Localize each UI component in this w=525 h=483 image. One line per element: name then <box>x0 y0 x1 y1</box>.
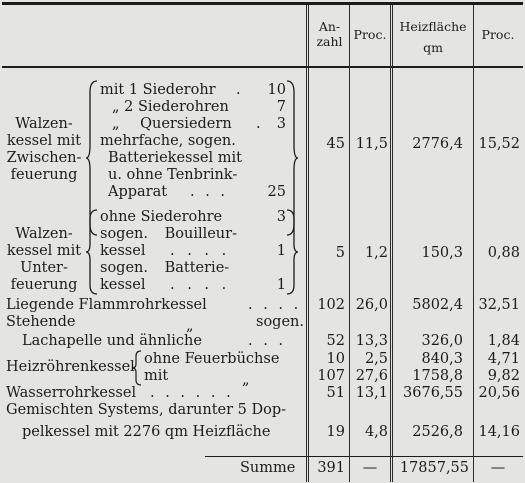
left-brace-icon <box>86 209 98 295</box>
sub-item-text: kessel <box>100 243 146 259</box>
header-proc2: Proc. <box>481 27 515 42</box>
sub-item-text: ohne Feuerbüchse <box>144 351 280 367</box>
header-proc1: Proc. <box>353 27 387 42</box>
cell-proc2: 1,84 <box>487 333 520 349</box>
sub-item-text: kessel <box>100 277 146 293</box>
sub-item-text: u. ohne Tenbrink- <box>108 167 238 183</box>
cell-heizflaeche: 2776,4 <box>412 136 463 152</box>
sub-item-text: Apparat <box>108 184 168 200</box>
cell-proc2: 20,56 <box>478 385 520 401</box>
cell-proc2: 0,88 <box>487 245 520 261</box>
cell-anzahl: 45 <box>326 136 345 152</box>
header-heizflaeche-line1: Heizfläche <box>399 19 467 34</box>
summe-top-rule <box>205 456 523 457</box>
row-label: Stehende <box>6 314 76 330</box>
cell-proc: 4,8 <box>364 424 388 440</box>
sub-item-dots: . . . . <box>170 277 227 293</box>
sub-item-value: 25 <box>267 184 286 200</box>
row-label: Lachapelle und ähnliche <box>22 333 202 349</box>
cell-proc2: — <box>490 460 506 476</box>
row-label: sogen. <box>256 314 304 330</box>
cell-anzahl: 5 <box>335 245 345 261</box>
cell-proc: 2,5 <box>364 351 388 367</box>
header-anzahl-line2: zahl <box>316 34 343 49</box>
sub-item-text: Batteriekessel mit <box>108 150 242 166</box>
top-rule <box>2 2 523 5</box>
row-label: Wasserrohrkessel <box>6 385 137 401</box>
cell-proc: — <box>362 460 378 476</box>
row-dots: . . . . <box>248 297 299 313</box>
row-label-line: Unter- <box>20 260 68 276</box>
sub-item-text: mehrfache, sogen. <box>100 133 236 149</box>
sub-item-text: sogen. Batterie- <box>100 260 230 276</box>
col-line-1b <box>308 5 309 482</box>
row-label-quote: „ <box>186 318 194 334</box>
cell-proc: 13,3 <box>355 333 388 349</box>
sub-item-value: 3 <box>276 116 286 132</box>
header-anzahl <box>310 19 349 49</box>
sub-item-text: mit 1 Siederohr <box>100 82 216 98</box>
sub-item-text: „ 2 Siederohren <box>112 99 229 115</box>
row-label-line: Walzen- <box>15 226 73 242</box>
sub-item-dots: . . . . <box>170 243 227 259</box>
cell-anzahl: 51 <box>326 385 345 401</box>
summe-label: Summe <box>240 460 296 476</box>
row-dots: . . . <box>248 333 284 349</box>
col-line-4 <box>473 5 474 482</box>
cell-proc: 13,1 <box>355 385 388 401</box>
cell-heizflaeche: 326,0 <box>421 333 463 349</box>
sub-item-value: 1 <box>276 243 286 259</box>
cell-anzahl: 10 <box>326 351 345 367</box>
cell-anzahl: 102 <box>317 297 345 313</box>
cell-proc: 11,5 <box>355 136 388 152</box>
cell-heizflaeche: 150,3 <box>421 245 463 261</box>
cell-proc: 1,2 <box>364 245 388 261</box>
sub-item-value: 1 <box>276 277 286 293</box>
row-label-line: kessel mit <box>6 243 82 259</box>
col-line-3 <box>390 5 391 482</box>
cell-heizflaeche: 3676,55 <box>403 385 463 401</box>
sub-item-text: ohne Siederohre <box>100 209 223 225</box>
cell-heizflaeche: 5802,4 <box>412 297 463 313</box>
sub-item-dots: . <box>236 82 241 98</box>
cell-heizflaeche: 2526,8 <box>412 424 463 440</box>
header-anzahl-line1: An- <box>318 19 341 34</box>
cell-anzahl: 19 <box>326 424 345 440</box>
cell-proc2: 15,52 <box>478 136 520 152</box>
row-label: pelkessel mit 2276 qm Heizfläche <box>22 424 271 440</box>
sub-item-text: „ Quersiedern <box>112 116 232 132</box>
header-heizflaeche <box>393 19 473 55</box>
sub-item-value: 10 <box>267 82 286 98</box>
left-brace-icon <box>132 350 142 386</box>
sub-item-value: 7 <box>276 99 286 115</box>
row-label: Liegende Flammrohrkessel <box>6 297 207 313</box>
sub-item-text: mit <box>144 368 169 384</box>
col-line-2 <box>349 5 350 482</box>
row-label-line: feuerung <box>10 167 78 183</box>
cell-anzahl: 107 <box>317 368 345 384</box>
right-brace-icon <box>286 209 298 295</box>
cell-heizflaeche: 840,3 <box>421 351 463 367</box>
cell-heizflaeche: 1758,8 <box>412 368 463 384</box>
header-rule <box>2 66 523 68</box>
cell-proc: 26,0 <box>355 297 388 313</box>
row-label: Gemischten Systems, darunter 5 Dop- <box>6 402 287 418</box>
header-heizflaeche-line2: qm <box>423 40 443 55</box>
cell-anzahl: 391 <box>317 460 345 476</box>
sub-item-value: 3 <box>276 209 286 225</box>
col-line-1 <box>306 5 307 482</box>
sub-item-dots: . . . <box>190 184 226 200</box>
cell-proc2: 4,71 <box>487 351 520 367</box>
row-label-line: Zwischen- <box>6 150 82 166</box>
row-label-line: feuerung <box>10 277 78 293</box>
sub-item-text: sogen. Bouilleur- <box>100 226 237 242</box>
row-label: Heizröhrenkessel <box>6 359 135 375</box>
cell-heizflaeche: 17857,55 <box>399 460 469 476</box>
cell-proc: 27,6 <box>355 368 388 384</box>
cell-anzahl: 52 <box>326 333 345 349</box>
sub-item-quote: „ <box>242 372 250 388</box>
cell-proc2: 9,82 <box>487 368 520 384</box>
row-dots: . . . . . . <box>150 385 231 401</box>
row-label-line: Walzen- <box>15 116 73 132</box>
cell-proc2: 32,51 <box>478 297 520 313</box>
col-line-3b <box>392 5 393 482</box>
sub-item-dots: . <box>256 116 261 132</box>
row-label-line: kessel mit <box>6 133 82 149</box>
cell-proc2: 14,16 <box>478 424 520 440</box>
